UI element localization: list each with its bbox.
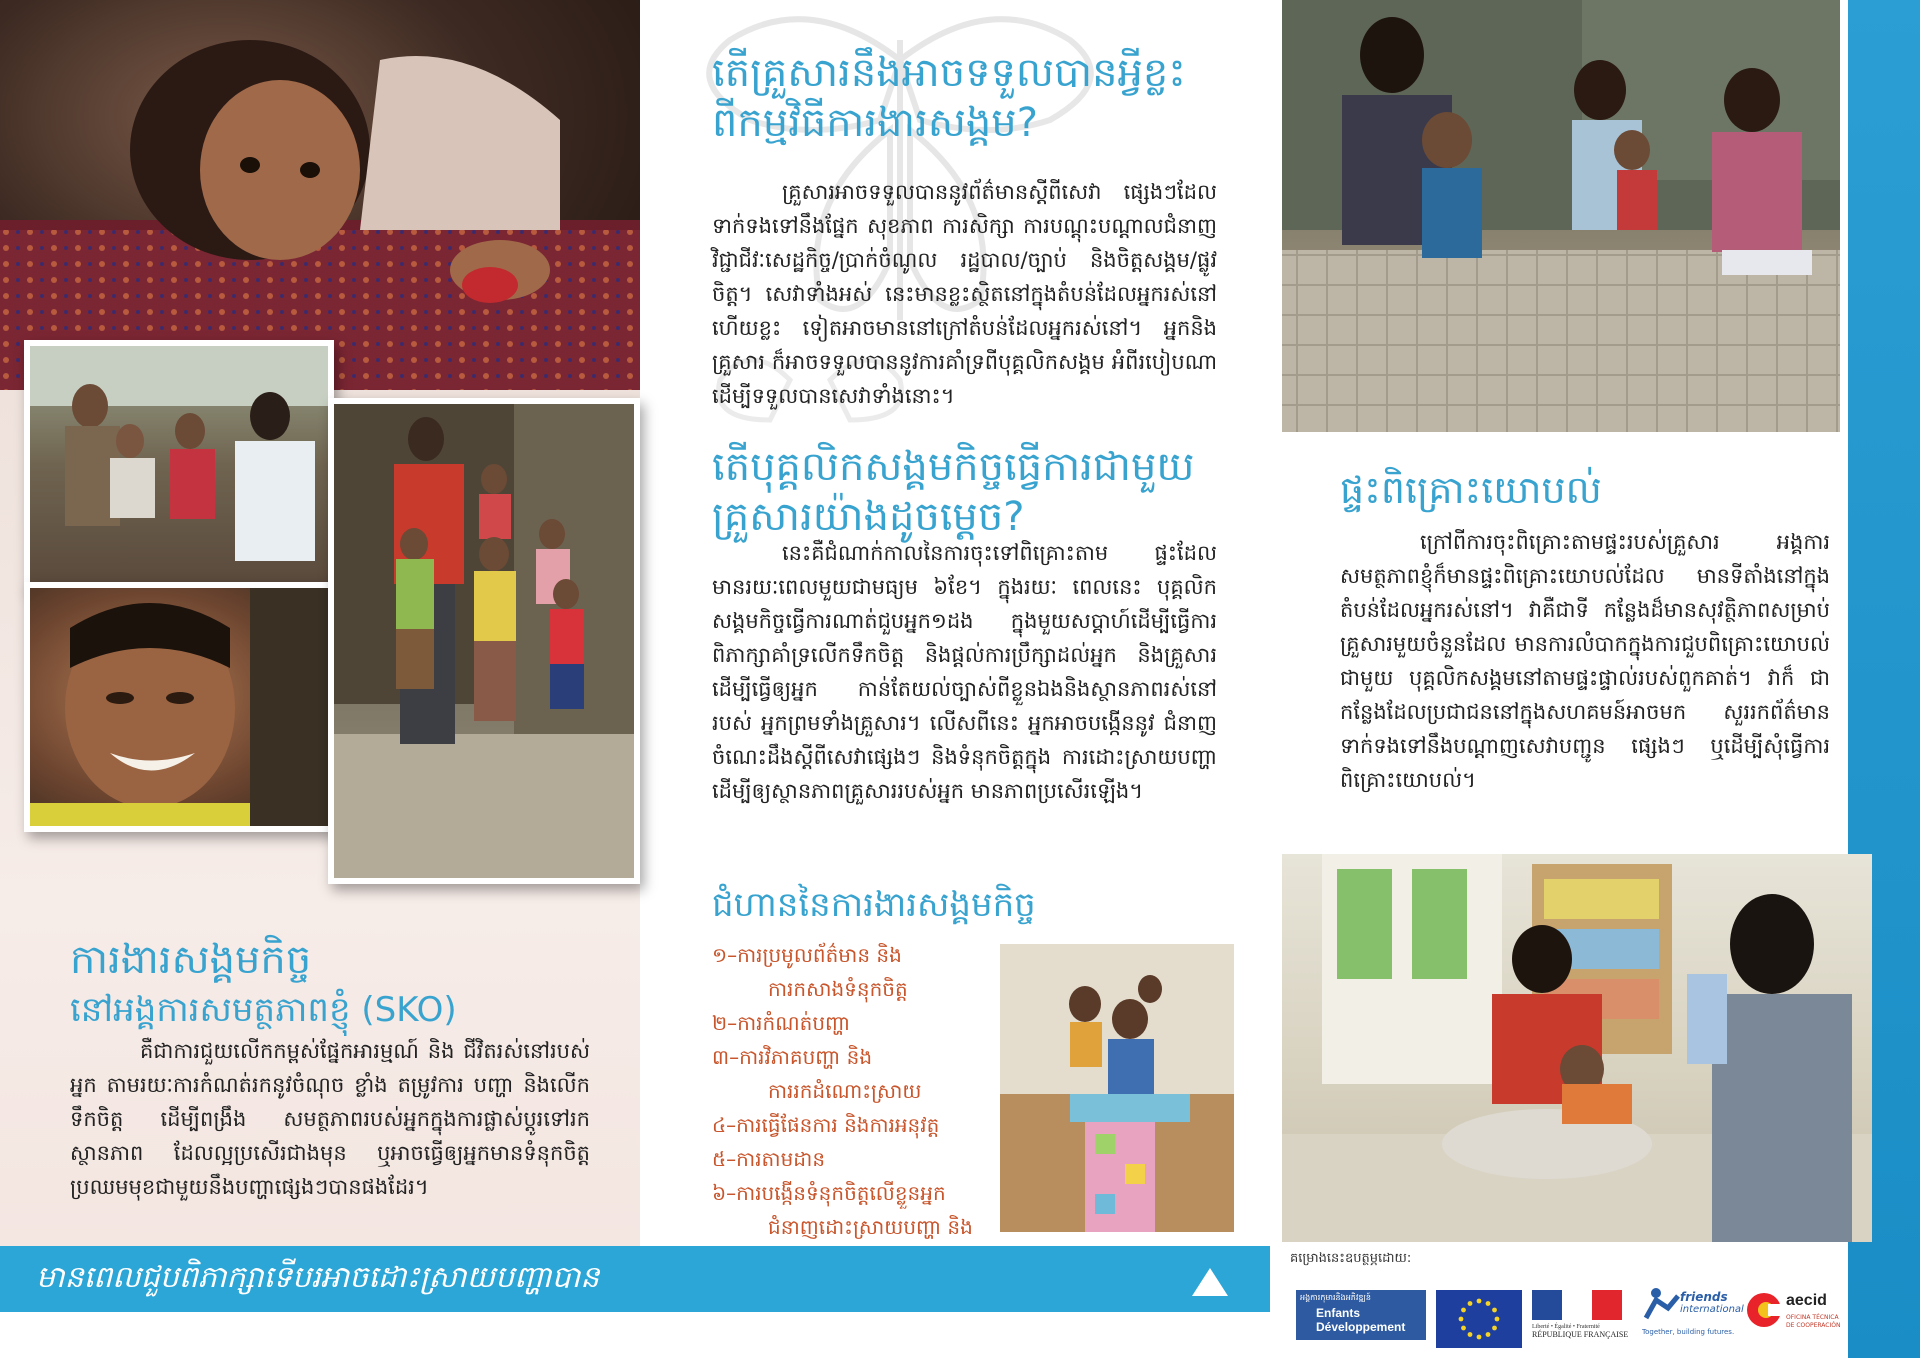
smiling-woman-illustration xyxy=(30,588,328,826)
counselling-house-photo xyxy=(1282,854,1872,1242)
tagline-bar xyxy=(0,1246,1270,1312)
fi-name: friends xyxy=(1680,1290,1728,1304)
step-2: ២–ការកំណត់បញ្ហា xyxy=(712,1011,851,1035)
steps-list xyxy=(712,938,1002,1278)
ed-logo-name2: Développement xyxy=(1316,1320,1406,1334)
step-4: ៤–ការធ្វើផែនការ និងការអនុវត្ត xyxy=(712,1113,940,1137)
home-visit-illustration xyxy=(1282,0,1840,432)
social-work-heading-line1: ការងារសង្គមកិច្ច xyxy=(70,937,312,983)
question1-paragraph: គ្រួសារអាចទទួលបាននូវព័ត៌មានស្តីពីសេវា ផ្សេងៗដែលទាក់ទងទៅនឹងផ្នែក សុខភាព ការសិក្សា ការបណ្តុះបណ្តាលជំនាញវិជ្ជាជីវៈសេដ្ឋកិច្ច/ប្រាក់ចំណូល រដ្ឋបាល/ច្បាប់ និងចិត្តសង្គម/ផ្លូវចិត្ត។ សេវាទាំងអស់ នេះមានខ្លះស្ថិតនៅក្នុងតំបន់ដែលអ្នករស់នៅ ហើយខ្លះ ទៀតអាចមាននៅក្រៅតំបន់ដែលអ្នករស់នៅ។ អ្នកនិង គ្រួសារ ក៏អាចទទួលបាននូវការគាំទ្រពីបុគ្គលិកសង្គម អំពីរបៀបណាដើម្បីទទួលបានសេវាទាំងនោះ។ xyxy=(712,180,1217,408)
question2-heading xyxy=(712,442,1212,542)
triangle-up-icon xyxy=(1190,1266,1230,1298)
consultation-house-paragraph: ក្រៅពីការចុះពិគ្រោះតាមផ្ទះរបស់គ្រួសារ អង្គការសមត្ថភាពខ្ញុំក៏មានផ្ទះពិគ្រោះយោបល់ដែល មានទីតាំងនៅក្នុងតំបន់ដែលអ្នករស់នៅ។ វាគឺជាទី កន្លែងដ៏មានសុវត្ថិភាពសម្រាប់គ្រួសារមួយចំនួនដែល មានការលំបាកក្នុងការជួបពិគ្រោះយោបល់ជាមួយ បុគ្គលិកសង្គមនៅតាមផ្ទះផ្ទាល់របស់ពួកគាត់។ វាក៏ ជាកន្លែងដែលប្រជាជននៅក្នុងសហគមន៍អាចមក សួររកព័ត៌មានទាក់ទងទៅនឹងបណ្តាញសេវាបញ្ជូន ផ្សេងៗ ឬដើម្បីសុំធ្វើការពិគ្រោះយោបល់។ xyxy=(1340,530,1830,792)
republique-francaise-logo xyxy=(1532,1290,1632,1348)
aecid-sub1: OFICINA TÉCNICA xyxy=(1786,1314,1839,1321)
enfants-developpement-logo xyxy=(1296,1290,1426,1340)
interview-illustration xyxy=(30,346,328,584)
question2-paragraph: នេះគឺជំណាក់កាលនៃការចុះទៅពិគ្រោះតាម ផ្ទះដែលមានរយៈពេលមួយជាមធ្យម ៦ខែ។ ក្នុងរយៈ ពេលនេះ បុគ្គលិកសង្គមកិច្ចធ្វើការណាត់ជួបអ្នក១ដង ក្នុងមួយសប្តាហ៍ដើម្បីធ្វើការពិភាក្សាគាំទ្រលើកទឹកចិត្ត និងផ្តល់ការប្រឹក្សាដល់អ្នក និងគ្រួសារដើម្បីធ្វើឲ្យអ្នក កាន់តែយល់ច្បាស់ពីខ្លួនឯងនិងស្ថានភាពរស់នៅរបស់ អ្នកព្រមទាំងគ្រួសារ។ លើសពីនេះ អ្នកអាចបង្កើននូវ ជំនាញ ចំណេះដឹងស្តីពីសេវាផ្សេងៗ និងទំនុកចិត្តក្នុង ការដោះស្រាយបញ្ហាដើម្បីឲ្យស្ថានភាពគ្រួសាររបស់អ្នក មានភាពប្រសើរឡើង។ xyxy=(712,541,1217,803)
steps-heading: ជំហាននៃការងារសង្គមកិច្ច xyxy=(712,885,1036,925)
question1-heading-line2: ពីកម្មវិធីការងារសង្គម? xyxy=(712,100,1038,146)
ed-logo-name1: Enfants xyxy=(1316,1306,1361,1320)
tagline-text: មានពេលជួបពិភាក្សាទើបរអាចដោះស្រាយបញ្ហាបាន xyxy=(36,1260,600,1295)
rf-name: RÉPUBLIQUE FRANÇAISE xyxy=(1532,1330,1629,1339)
friends-figure-icon xyxy=(1642,1286,1682,1320)
children-playroom-photo xyxy=(1000,944,1234,1232)
social-work-paragraph: គឺជាការជួយលើកកម្ពស់ផ្នែកអារម្មណ៍ និង ជីវិតរស់នៅរបស់អ្នក តាមរយៈការកំណត់រកនូវចំណុច ខ្លាំង តម្រូវការ បញ្ហា និងលើកទឹកចិត្ត ដើម្បីពង្រឹង សមត្ថភាពរបស់អ្នកក្នុងការផ្លាស់ប្តូរទៅរកស្ថានភាព ដែលល្អប្រសើរជាងមុន ឬអាចធ្វើឲ្យអ្នកមានទំនុកចិត្ត ប្រឈមមុខជាមួយនឹងបញ្ហាផ្សេងៗបានផងដែរ។ xyxy=(70,1039,590,1199)
family-illustration xyxy=(334,404,634,878)
counselling-illustration xyxy=(1282,854,1872,1242)
fi-name2: international xyxy=(1680,1304,1744,1315)
father-son-interview-photo xyxy=(24,340,334,590)
question2-heading-line2: គ្រួសារយ៉ាងដូចម្តេច? xyxy=(712,494,1025,540)
smiling-woman-photo xyxy=(24,582,334,832)
playroom-illustration xyxy=(1000,944,1234,1232)
aecid-logo xyxy=(1744,1290,1844,1348)
step-3-cont: ការរកដំណោះស្រាយ xyxy=(768,1079,922,1103)
eu-flag-icon xyxy=(1436,1290,1522,1348)
mother-children-photo xyxy=(328,398,640,884)
girl-lying-photo xyxy=(0,0,640,390)
question2-heading-line1: តើបុគ្គលិកសង្គមកិច្ចធ្វើការជាមួយ xyxy=(712,444,1195,490)
question1-heading xyxy=(712,48,1212,148)
step-5: ៥–ការតាមដាន xyxy=(712,1147,826,1171)
girl-lying-illustration xyxy=(0,0,640,390)
question1-heading-line1: តើគ្រួសារនឹងអាចទទួលបានអ្វីខ្លះ xyxy=(712,50,1186,96)
friends-international-logo xyxy=(1642,1286,1742,1348)
aecid-sub2: DE COOPERACIÓN xyxy=(1786,1322,1841,1329)
consultation-house-heading: ផ្ទះពិគ្រោះយោបល់ xyxy=(1340,468,1602,512)
step-6-cont: ជំនាញដោះស្រាយបញ្ហា និង xyxy=(768,1215,973,1239)
supported-by-label: គម្រោងនេះឧបត្ថម្ភដោយ: xyxy=(1290,1251,1412,1266)
step-3: ៣–ការវិភាគបញ្ហា និង xyxy=(712,1045,873,1069)
aecid-circle-icon xyxy=(1744,1290,1784,1330)
mothers-home-visit-photo xyxy=(1282,0,1840,432)
fi-tag: Together, building futures. xyxy=(1642,1328,1735,1336)
step-1-cont: ការកសាងទំនុកចិត្ត xyxy=(768,977,908,1001)
aecid-name: aecid xyxy=(1786,1292,1827,1309)
step-6: ៦–ការបង្កើនទំនុកចិត្តលើខ្លួនអ្នក xyxy=(712,1181,946,1205)
social-work-heading-line2: នៅអង្គការសមត្ថភាពខ្ញុំ (SKO) xyxy=(70,990,457,1030)
rf-motto: Liberté • Égalité • Fraternité xyxy=(1532,1324,1600,1330)
marianne-flag-icon xyxy=(1532,1290,1622,1320)
ed-logo-top-text: អង្គការកុមារនិងអភិវឌ្ឍន៍ xyxy=(1300,1293,1371,1302)
social-work-heading xyxy=(70,935,610,1035)
step-1: ១–ការប្រមូលព័ត៌មាន និង xyxy=(712,943,902,967)
